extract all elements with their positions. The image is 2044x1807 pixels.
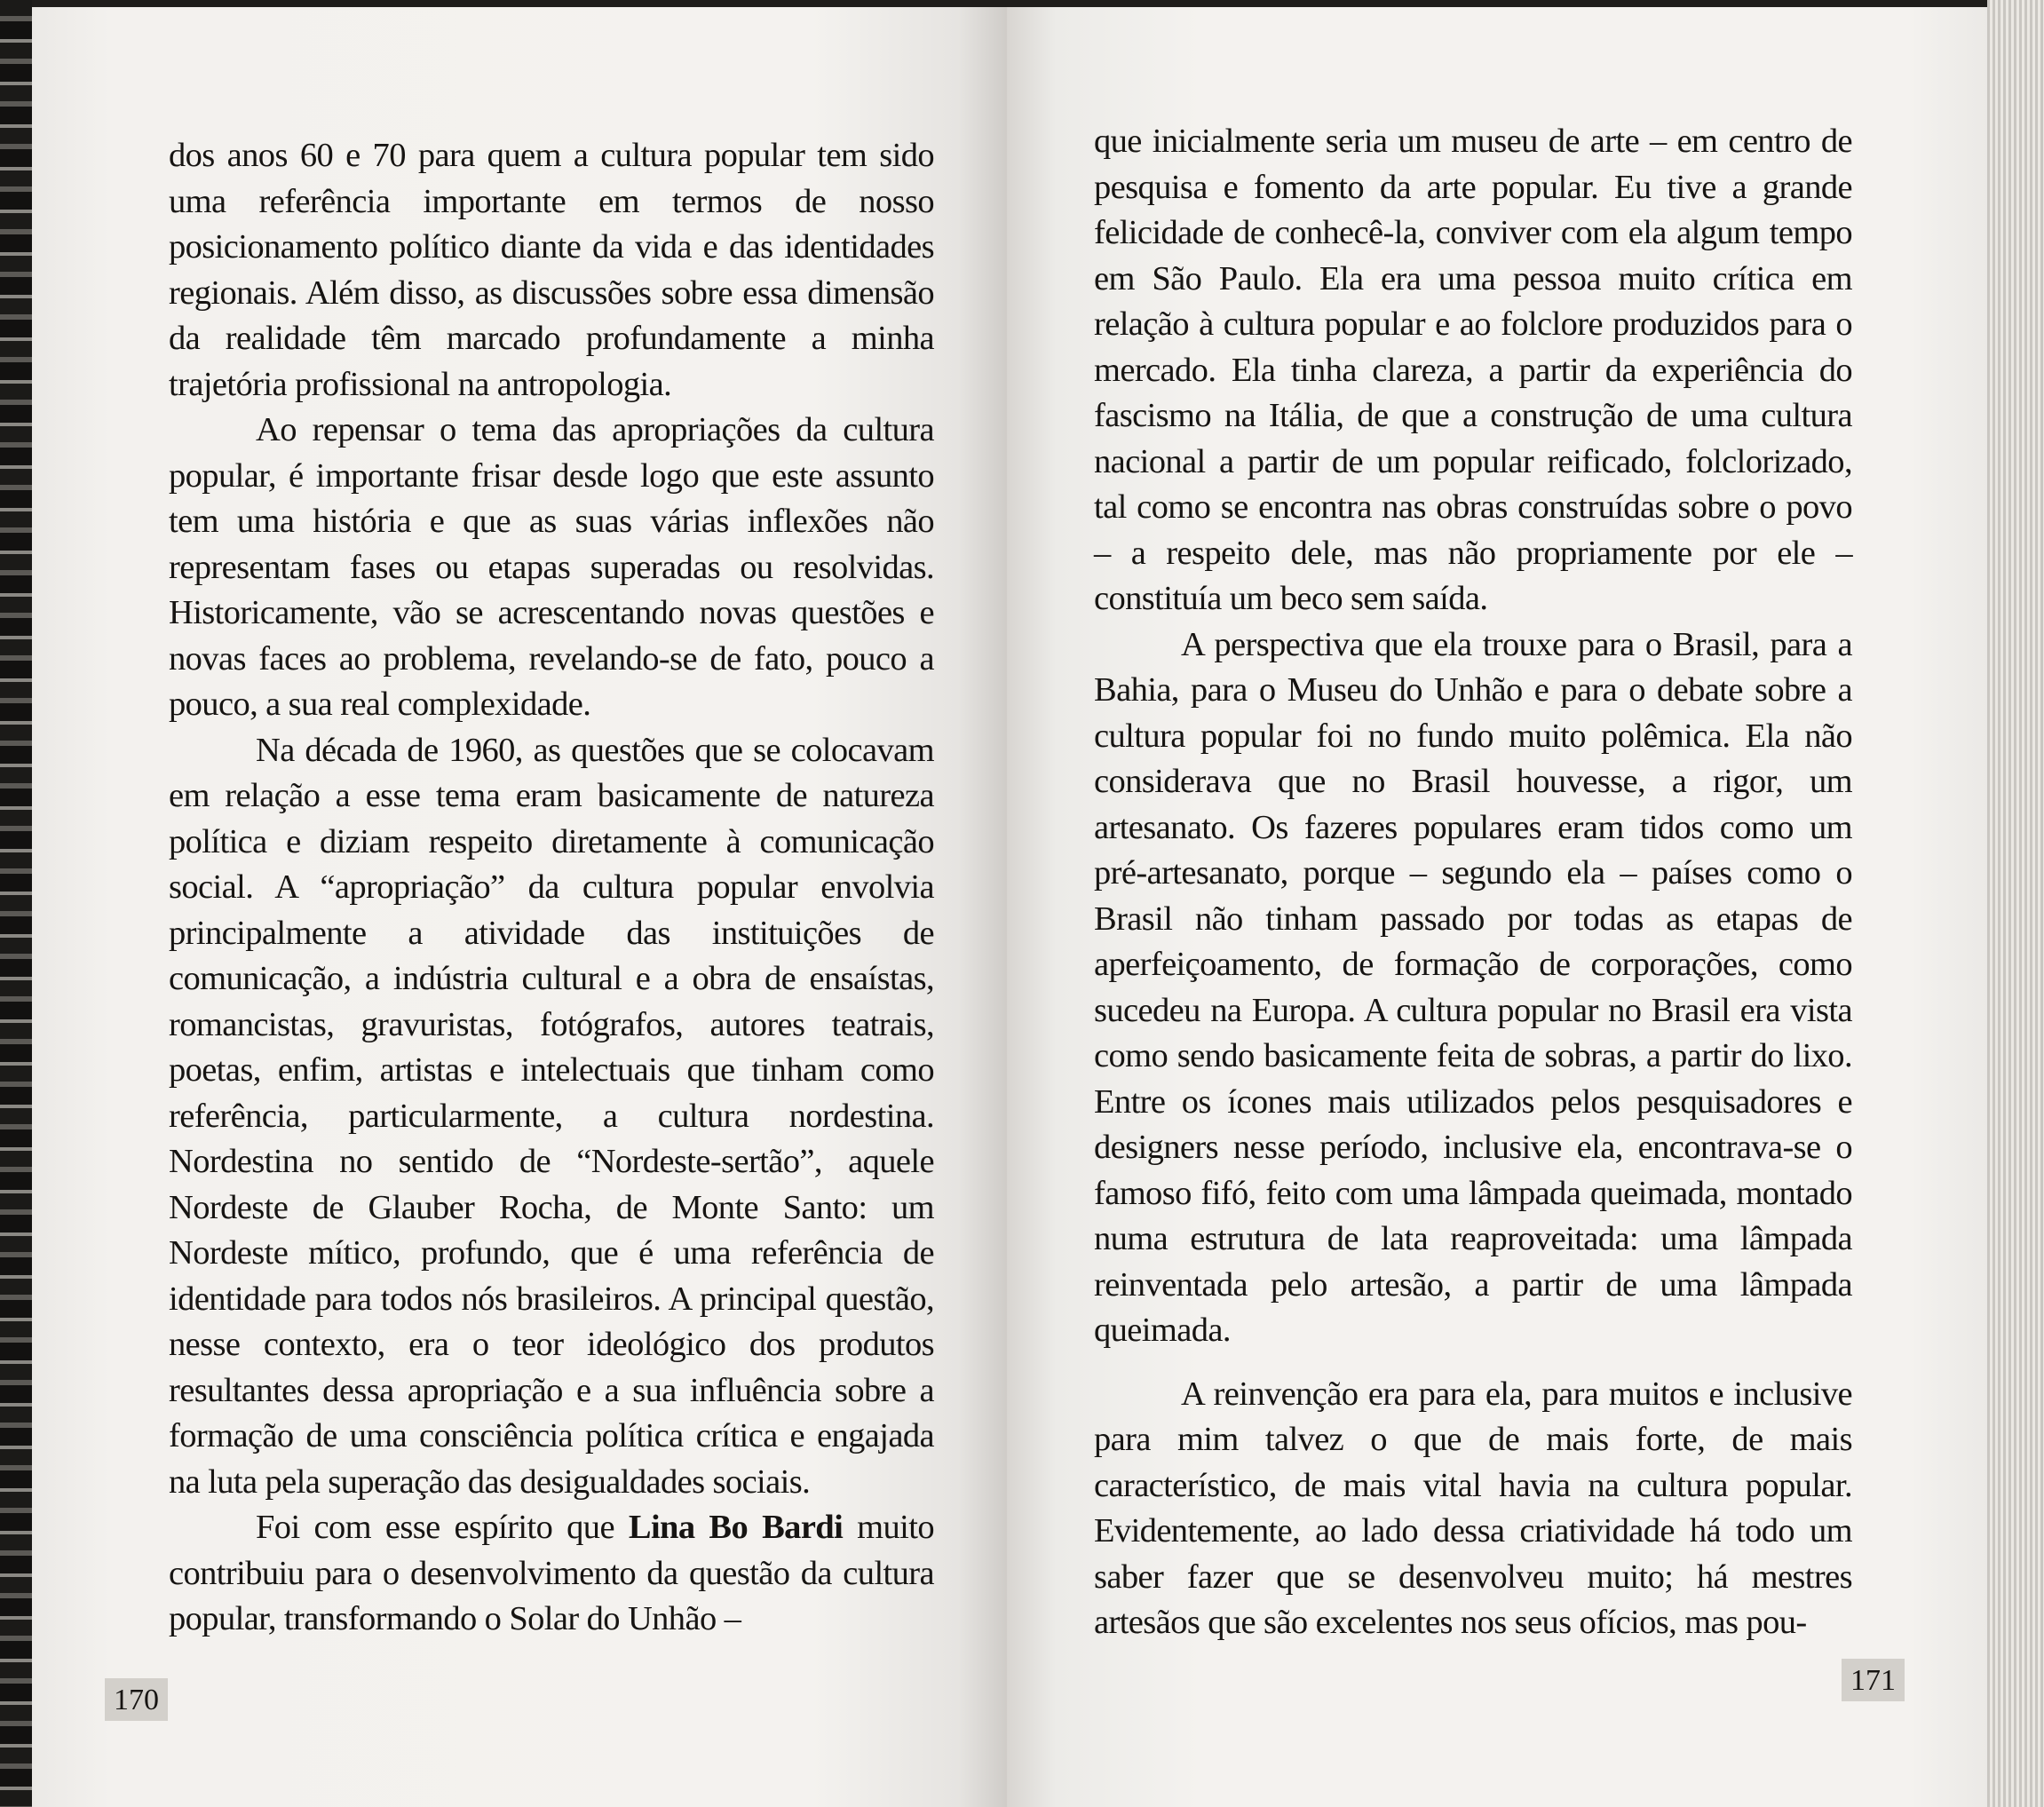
- left-paragraph-4-end: muito contribuiu para o desenvolvimento da questão da cultura popular, transformando o Solar do Unhão –: [169, 1509, 934, 1637]
- left-page-text: [169, 133, 934, 1643]
- left-page: [32, 7, 1007, 1807]
- left-paragraph-3: Na década de 1960, as questões que se colocavam em relação a esse tema eram basicamente de natureza política e diziam respeito diretamente à comunicação social. A “apropriação” da cultura popular envolvia principalmente a atividade das instituições de comunicação, a indústria cultural e a obra de ensaístas, romancistas, gravuristas, fotógrafos, autores teatrais, poetas, enfim, artistas e intelectuais que tinham como referência, particularmente, a cultura nordestina. Nordestina no sentido de “Nordeste-sertão”, aquele Nordeste de Glauber Rocha, de Monte Santo: um Nordeste mítico, profundo, que é uma referência de identidade para todos nós brasileiros. A principal questão, nesse contexto, era o teor ideológico dos produtos resultantes dessa apropriação e a sua influência sobre a formação de uma consciência política crítica e engajada na luta pela superação das desigualdades sociais.: [169, 731, 934, 1501]
- left-paragraph-1: dos anos 60 e 70 para quem a cultura popular tem sido uma referência importante em termos de nosso posicionamento político diante da vida e das identidades regionais. Além disso, as discussões sobre essa dimensão da realidade têm marcado profundamente a minha trajetória profissional na antropologia.: [169, 137, 934, 403]
- right-page: [1007, 7, 1987, 1807]
- right-paragraph-3: A reinvenção era para ela, para muitos e inclusive para mim talvez o que de mais forte, de mais característico, de mais vital havia na cultura popular. Evidentemente, ao lado dessa criatividade há todo um saber fazer que se desenvolveu muito; há mestres artesãos que são excelentes nos seus ofícios, mas pou-: [1094, 1375, 1852, 1641]
- right-paragraph-2: A perspectiva que ela trouxe para o Brasil, para a Bahia, para o Museu do Unhão e para o debate sobre a cultura popular foi no fundo muito polêmica. Ela não considerava que no Brasil houvesse, a rigor, um artesanato. Os fazeres populares eram tidos como um pré-artesanato, porque – segundo ela – países como o Brasil não tinham passado por todas as etapas de aperfeiçoamento, de formação de corporações, como sucedeu na Europa. A cultura popular no Brasil era vista como sendo basicamente feita de sobras, a partir do lixo. Entre os ícones mais utilizados pelos pesquisadores e designers nesse período, inclusive ela, encontrava-se o famoso fifó, feito com uma lâmpada queimada, montado numa estrutura de lata reaproveitada: uma lâmpada reinventada pelo artesão, a partir de uma lâmpada queimada.: [1094, 625, 1852, 1349]
- right-page-text: [1094, 119, 1852, 1646]
- left-paragraph-4: [169, 1505, 934, 1643]
- left-paragraph-2: Ao repensar o tema das apropriações da cultura popular, é importante frisar desde logo que este assunto tem uma história e que as suas várias inflexões não representam fases ou etapas superadas ou resolvidas. Historicamente, vão se acrescentando novas questões e novas faces ao problema, revelando-se de fato, pouco a pouco, a sua real complexidade.: [169, 411, 934, 723]
- right-book-edge: [1987, 0, 2044, 1807]
- right-paragraph-1: que inicialmente seria um museu de arte – em centro de pesquisa e fomento da arte popular. Eu tive a grande felicidade de conhecê-la, conviver com ela algum tempo em São Paulo. Ela era uma pessoa muito crítica em relação à cultura popular e ao folclore produzidos para o mercado. Ela tinha clareza, a partir da experiência do fascismo na Itália, de que a construção de uma cultura nacional a partir de um popular reificado, folclorizado, tal como se encontra nas obras construídas sobre o povo – a respeito dele, mas não propriamente por ele – constituía um beco sem saída.: [1094, 123, 1852, 617]
- left-page-number: 170: [105, 1678, 168, 1721]
- right-page-number: 171: [1842, 1659, 1905, 1701]
- lina-bo-bardi-name: Lina Bo Bardi: [628, 1509, 844, 1546]
- left-book-edge: [0, 0, 32, 1807]
- left-paragraph-4-start: Foi com esse espírito que: [256, 1509, 629, 1546]
